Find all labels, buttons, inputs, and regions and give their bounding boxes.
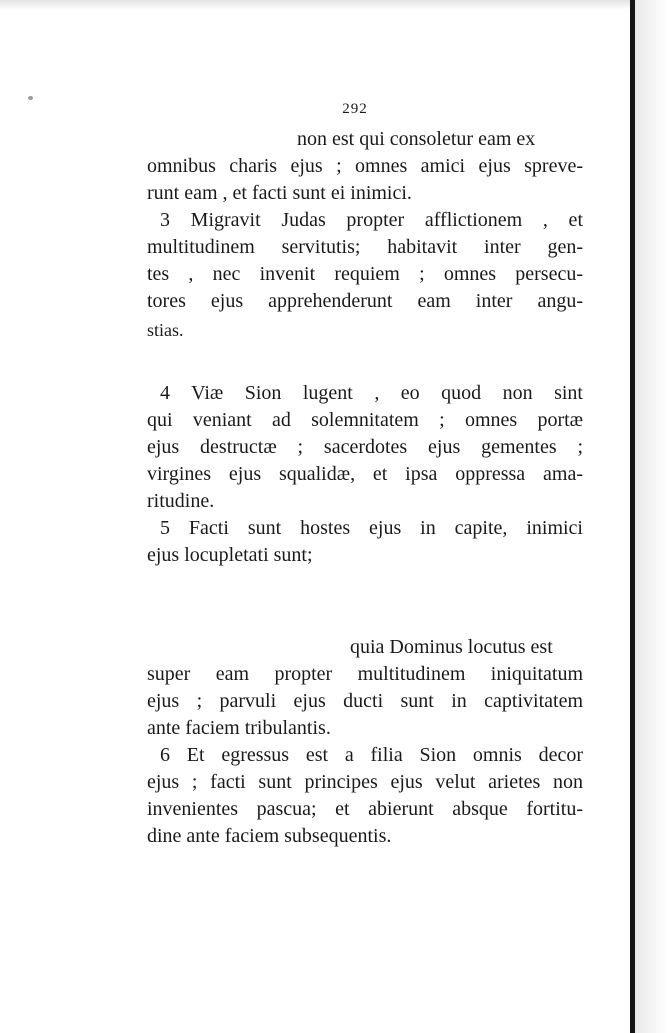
text-line: ejus ; parvuli ejus ducti sunt in captivitatem	[147, 690, 583, 712]
text-line: non est qui consoletur eam ex	[297, 128, 536, 150]
verse-3-line: 3 Migravit Judas propter afflictionem , et	[160, 209, 583, 231]
verse-5-line: 5 Facti sunt hostes ejus in capite, inimici	[160, 517, 583, 539]
text-line: tores ejus apprehenderunt eam inter angu-	[147, 290, 583, 312]
page-edge-shadow	[635, 0, 668, 1033]
text-line: stias.	[147, 320, 184, 340]
text-line: dine ante faciem subsequentis.	[147, 825, 392, 847]
text-line: ritudine.	[147, 490, 215, 512]
page-edge	[630, 0, 635, 1033]
text-line: multitudinem servitutis; habitavit inter gen-	[147, 236, 583, 258]
text-line: virgines ejus squalidæ, et ipsa oppressa ama-	[147, 463, 583, 485]
text-line: runt eam , et facti sunt ei inimici.	[147, 182, 412, 204]
verse-4-line: 4 Viæ Sion lugent , eo quod non sint	[160, 382, 583, 404]
text-line: invenientes pascua; et abierunt absque fortitu-	[147, 798, 583, 820]
text-line: omnibus charis ejus ; omnes amici ejus spreve-	[147, 155, 583, 177]
verse-6-line: 6 Et egressus est a filia Sion omnis decor	[160, 744, 583, 766]
text-line: ejus locupletati sunt;	[147, 544, 313, 566]
text-line: ante faciem tribulantis.	[147, 717, 331, 739]
scan-speck	[28, 96, 33, 100]
text-line: qui veniant ad solemnitatem ; omnes portæ	[147, 409, 583, 431]
page-number: 292	[342, 101, 368, 117]
text-line: ejus destructæ ; sacerdotes ejus gementes ;	[147, 436, 583, 458]
page-top-shadow	[0, 0, 630, 10]
text-line: tes , nec invenit requiem ; omnes persecu-	[147, 263, 583, 285]
text-line: ejus ; facti sunt principes ejus velut arietes non	[147, 771, 583, 793]
text-line: super eam propter multitudinem iniquitatum	[147, 663, 583, 685]
text-line: quia Dominus locutus est	[350, 636, 553, 658]
